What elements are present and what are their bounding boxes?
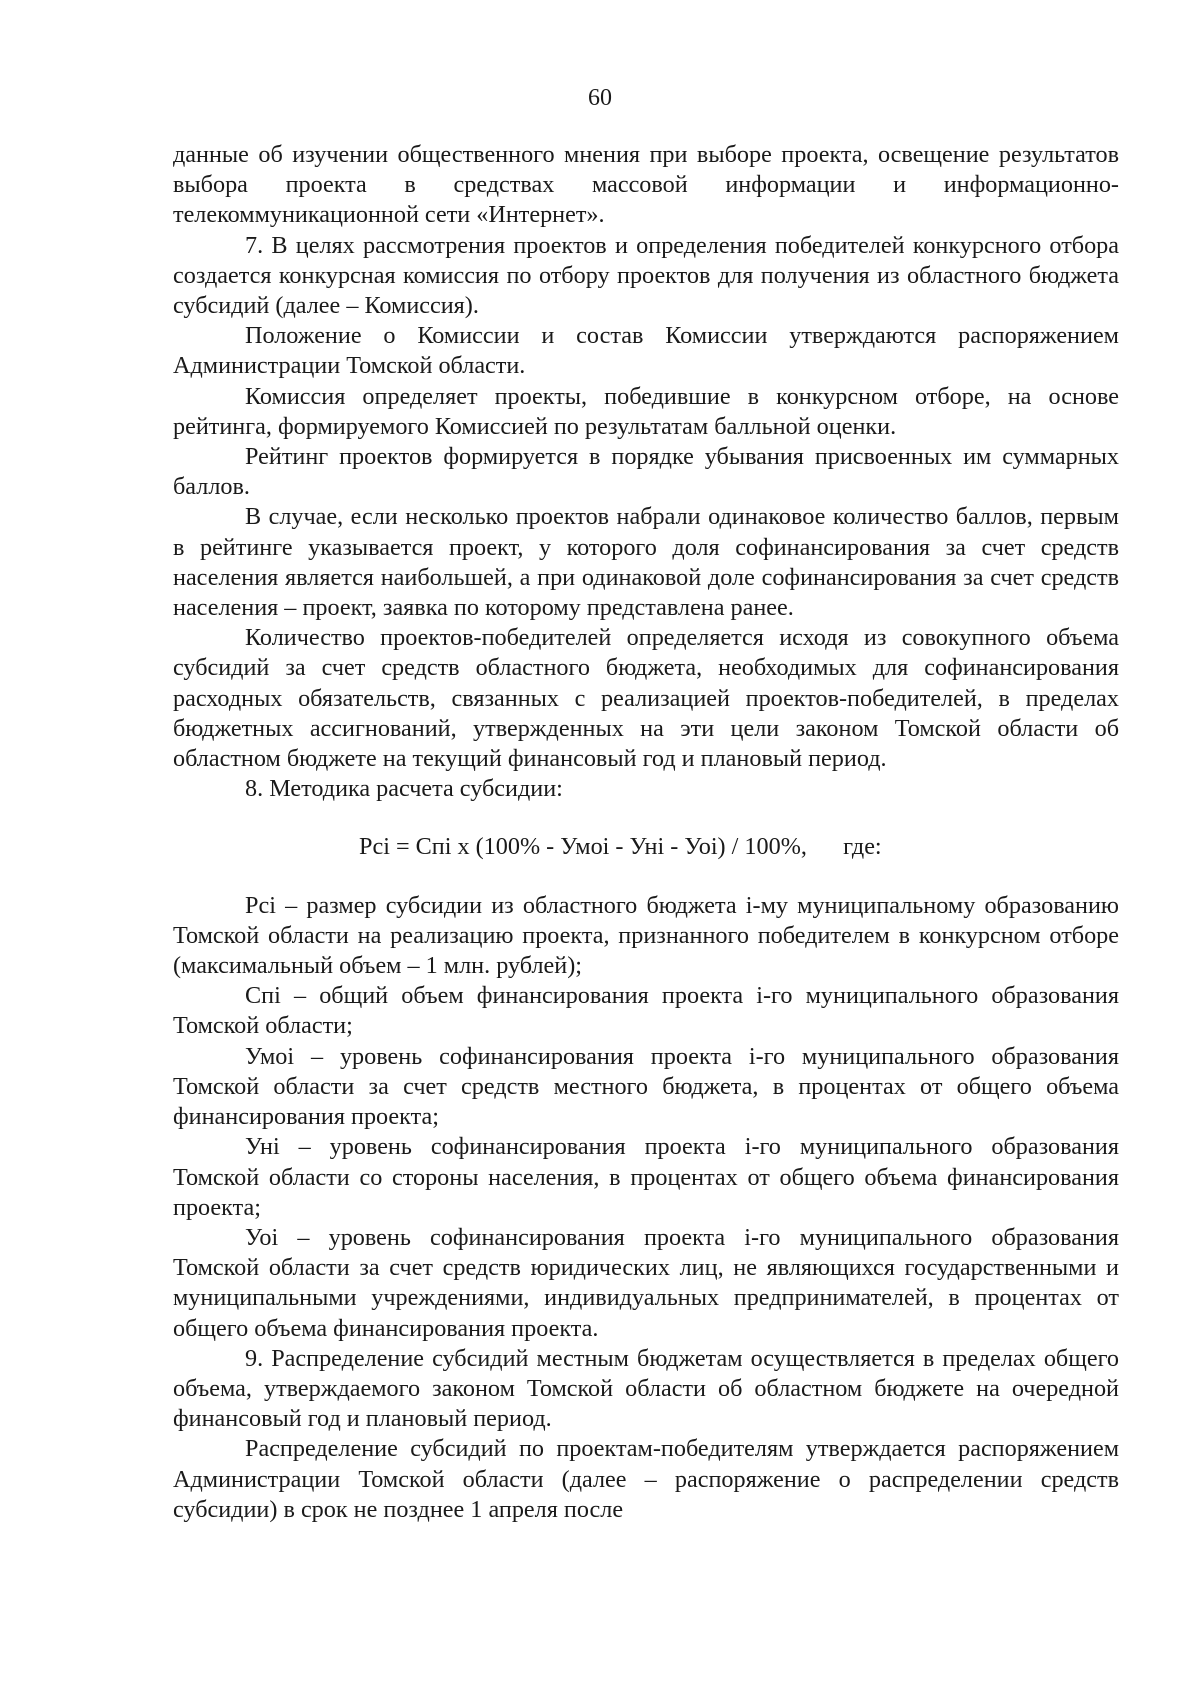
paragraph-winners-count: Количество проектов-победителей определяется исходя из совокупного объема субсидий за счет средств областного бюджета, необходимых для софинансирования расходных обязательств, связанных с реализацией проектов-победителей, в пределах бюджетных ассигнований, утвержденных на эти цели законом Томской области об областном бюджете на текущий финансовый год и плановый период. [173,624,1119,773]
definition-rsi: Рсi – размер субсидии из областного бюджета i-му муниципальному образованию Томской области на реализацию проекта, признанного победителем в конкурсном отборе (максимальный объем – 1 млн. рублей); [173,891,1119,980]
definition-uoi: Уоi – уровень софинансирования проекта i-го муниципального образования Томской области за счет средств юридических лиц, не являющихся государственными и муниципальными учреждениями, индивидуальных предпринимателей, в процентах от общего объема финансирования проекта. [173,1223,1119,1342]
definition-uni: Унi – уровень софинансирования проекта i-го муниципального образования Томской области со стороны населения, в процентах от общего объема финансирования проекта; [173,1133,1119,1221]
document-body [173,140,1119,1525]
paragraph-commission-determines: Комиссия определяет проекты, победившие в конкурсном отборе, на основе рейтинга, формируемого Комиссией по результатам балльной оценки. [173,382,1119,440]
definition-spi: Спi – общий объем финансирования проекта i-го муниципального образования Томской области; [173,982,1119,1040]
paragraph-item-7: 7. В целях рассмотрения проектов и определения победителей конкурсного отбора создается конкурсная комиссия по отбору проектов для получения из областного бюджета субсидий (далее – Комиссия). [173,231,1119,320]
paragraph-commission-regulation: Положение о Комиссии и состав Комиссии утверждаются распоряжением Администрации Томской области. [173,322,1119,380]
page-number: 60 [588,85,612,111]
definition-umoi: Умоi – уровень софинансирования проекта i-го муниципального образования Томской области за счет средств местного бюджета, в процентах от общего объема финансирования проекта; [173,1042,1119,1131]
paragraph-distribution: Распределение субсидий по проектам-победителям утверждается распоряжением Администрации Томской области (далее – распоряжение о распределении средств субсидии) в срок не позднее 1 апреля после [173,1435,1119,1523]
subsidy-formula: Рсi = Cпi x (100% - Умоi - Унi - Уоi) / 100%, где: [359,833,882,861]
paragraph-equal-scores: В случае, если несколько проектов набрали одинаковое количество баллов, первым в рейтинге указывается проект, у которого доля софинансирования за счет средств населения является наибольшей, а при одинаковой доле софинансирования за счет средств населения – проект, заявка по которому представлена ранее. [173,503,1119,622]
paragraph-item-8: 8. Методика расчета субсидии: [245,775,563,803]
paragraph-continuation: данные об изучении общественного мнения при выборе проекта, освещение результатов выбора проекта в средствах массовой информации и информационно-телекоммуникационной сети «Интернет». [173,141,1119,229]
paragraph-item-9: 9. Распределение субсидий местным бюджетам осуществляется в пределах общего объема, утверждаемого законом Томской области об областном бюджете на очередной финансовый год и плановый период. [173,1344,1119,1433]
paragraph-rating: Рейтинг проектов формируется в порядке убывания присвоенных им суммарных баллов. [173,443,1119,501]
